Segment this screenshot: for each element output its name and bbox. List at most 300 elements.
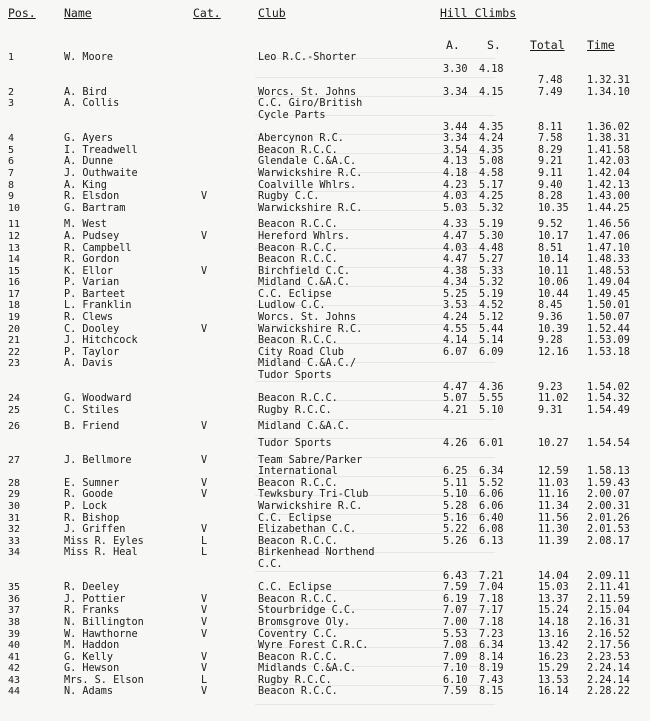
- cell-name: G. Woodward: [64, 393, 132, 405]
- cell-s: 4.35: [479, 121, 504, 133]
- cell-a: 6.19: [443, 593, 468, 605]
- table-row: [0, 617, 650, 629]
- cell-pos: 43: [8, 674, 21, 686]
- cell-club: Bromsgrove Oly.: [258, 616, 351, 628]
- cell-a: 3.44: [443, 121, 468, 133]
- cell-pos: 31: [8, 512, 21, 524]
- cell-s: 8.15: [479, 686, 504, 698]
- cell-cat: V: [201, 489, 208, 501]
- cell-total: 15.24: [538, 605, 569, 617]
- cell-a: 4.33: [443, 219, 468, 231]
- cell-club: Worcs. St. Johns: [258, 312, 357, 324]
- cell-pos: 36: [8, 593, 21, 605]
- cell-club: Beacon R.C.C.: [258, 686, 338, 698]
- cell-total: 9.28: [538, 335, 563, 347]
- cell-name: R. Bishop: [64, 512, 120, 524]
- cell-s: 4.36: [479, 381, 504, 393]
- cell-total: 9.21: [538, 156, 563, 168]
- cell-pos: 16: [8, 277, 21, 289]
- cell-a: 7.00: [443, 616, 468, 628]
- cell-time: 1.54.32: [587, 393, 630, 405]
- cell-total: 12.59: [538, 466, 569, 478]
- cell-total: 7.49: [538, 86, 563, 98]
- cell-club: C.C.: [258, 558, 283, 570]
- cell-s: 4.58: [479, 167, 504, 179]
- cell-time: 1.58.13: [587, 466, 630, 478]
- table-row: [0, 98, 650, 110]
- cell-name: E. Sumner: [64, 477, 120, 489]
- cell-club: Tudor Sports: [258, 438, 332, 449]
- cell-cat: V: [201, 628, 208, 640]
- table-row: [0, 191, 650, 203]
- cell-pos: 25: [8, 404, 21, 416]
- cell-time: 1.48.53: [587, 265, 630, 277]
- cell-total: 9.40: [538, 179, 563, 191]
- cell-time: 1.59.43: [587, 477, 630, 489]
- cell-club: Warwickshire R.C.: [258, 202, 363, 214]
- cell-s: 6.08: [479, 524, 504, 536]
- cell-total: 16.23: [538, 651, 569, 663]
- cell-s: 4.18: [479, 63, 504, 75]
- cell-time: 1.54.49: [587, 404, 630, 416]
- cell-cat: V: [201, 230, 208, 242]
- cell-pos: 44: [8, 686, 21, 698]
- cell-time: 1.54.02: [587, 381, 630, 393]
- table-row: [0, 133, 650, 145]
- cell-club: Beacon R.C.C.: [258, 535, 338, 547]
- cell-club: Beacon R.C.C.: [258, 335, 338, 347]
- cell-s: 7.17: [479, 605, 504, 617]
- cell-club: Worcs. St. Johns: [258, 86, 357, 98]
- cell-time: 2.17.56: [587, 640, 630, 652]
- cell-cat: V: [201, 421, 208, 433]
- cell-pos: 19: [8, 312, 21, 324]
- cell-time: 1.54.54: [587, 438, 630, 449]
- cell-s: 6.06: [479, 500, 504, 512]
- cell-pos: 6: [8, 156, 15, 168]
- cell-time: 2.23.53: [587, 651, 630, 663]
- cell-pos: 32: [8, 524, 21, 536]
- cell-club: Coalville Whlrs.: [258, 179, 357, 191]
- cell-name: A. Pudsey: [64, 230, 120, 242]
- cell-pos: 4: [8, 133, 15, 145]
- cell-a: 7.59: [443, 686, 468, 698]
- subheader-s: S.: [487, 38, 501, 52]
- cell-a: 3.54: [443, 144, 468, 156]
- cell-name: G. Ayers: [64, 133, 114, 145]
- cell-a: 7.09: [443, 651, 468, 663]
- cell-time: 1.38.31: [587, 133, 630, 145]
- cell-a: 7.07: [443, 605, 468, 617]
- cell-time: 1.36.02: [587, 121, 630, 133]
- cell-a: 4.18: [443, 167, 468, 179]
- cell-name: L. Franklin: [64, 300, 132, 312]
- cell-cat: L: [201, 535, 208, 547]
- cell-time: 1.50.01: [587, 300, 630, 312]
- table-row: [0, 231, 650, 243]
- cell-total: 7.48: [538, 75, 563, 87]
- cell-a: 6.25: [443, 466, 468, 478]
- cell-pos: 8: [8, 179, 15, 191]
- cell-time: 1.44.25: [587, 202, 630, 214]
- cell-s: 4.15: [479, 86, 504, 98]
- cell-name: R. Clews: [64, 312, 114, 324]
- cell-total: 9.11: [538, 167, 563, 179]
- cell-total: 10.11: [538, 265, 569, 277]
- table-row: [0, 513, 650, 525]
- table-row: [0, 243, 650, 255]
- cell-total: 11.39: [538, 535, 569, 547]
- cell-name: P. Taylor: [64, 346, 120, 358]
- cell-total: 13.42: [538, 640, 569, 652]
- cell-club: Rugby C.C.: [258, 191, 320, 203]
- cell-club: Midland C.&A.C.: [258, 277, 351, 289]
- cell-club: Elizabethan C.C.: [258, 524, 357, 536]
- cell-time: 1.34.10: [587, 86, 630, 98]
- table-row: [0, 536, 650, 548]
- table-row: [0, 675, 650, 687]
- cell-total: 16.14: [538, 686, 569, 698]
- cell-pos: 1: [8, 52, 15, 63]
- table-row: [0, 663, 650, 675]
- header-club: Club: [258, 6, 286, 20]
- table-row: [0, 87, 650, 99]
- cell-club: Tewksbury Tri-Club: [258, 489, 369, 501]
- cell-s: 5.12: [479, 312, 504, 324]
- cell-time: 1.52.44: [587, 323, 630, 335]
- cell-total: 11.34: [538, 500, 569, 512]
- cell-pos: 29: [8, 489, 21, 501]
- cell-time: 1.32.31: [587, 75, 630, 87]
- table-row: [0, 571, 650, 583]
- cell-s: 7.18: [479, 616, 504, 628]
- cell-cat: V: [201, 663, 208, 675]
- table-row: [0, 277, 650, 289]
- cell-name: P. Varian: [64, 277, 120, 289]
- cell-pos: 20: [8, 323, 21, 335]
- cell-time: 2.01.26: [587, 512, 630, 524]
- cell-s: 6.40: [479, 512, 504, 524]
- cell-name: R. Deeley: [64, 582, 120, 594]
- cell-club: Cycle Parts: [258, 109, 326, 121]
- table-row: [0, 168, 650, 180]
- header-hill-climbs: Hill Climbs: [440, 6, 517, 20]
- table-row: [0, 122, 650, 134]
- cell-total: 11.02: [538, 393, 569, 405]
- cell-a: 5.25: [443, 288, 468, 300]
- cell-total: 10.39: [538, 323, 569, 335]
- table-row: [0, 393, 650, 405]
- cell-s: 8.14: [479, 651, 504, 663]
- table-row: [0, 466, 650, 478]
- cell-a: 5.22: [443, 524, 468, 536]
- cell-s: 6.06: [479, 489, 504, 501]
- cell-total: 9.36: [538, 312, 563, 324]
- cell-time: 1.48.33: [587, 254, 630, 266]
- table-row: [0, 405, 650, 417]
- cell-name: J. Griffen: [64, 524, 126, 536]
- cell-total: 13.16: [538, 628, 569, 640]
- cell-s: 6.09: [479, 346, 504, 358]
- cell-s: 5.33: [479, 265, 504, 277]
- cell-club: Stourbridge C.C.: [258, 605, 357, 617]
- cell-s: 4.25: [479, 191, 504, 203]
- table-row: [0, 180, 650, 192]
- cell-name: C. Stiles: [64, 404, 120, 416]
- cell-s: 5.10: [479, 404, 504, 416]
- cell-pos: 17: [8, 288, 21, 300]
- cell-name: B. Friend: [64, 421, 120, 433]
- cell-cat: V: [201, 686, 208, 698]
- cell-time: 1.53.18: [587, 346, 630, 358]
- cell-a: 4.03: [443, 191, 468, 203]
- cell-s: 6.34: [479, 466, 504, 478]
- table-row: [0, 110, 650, 122]
- cell-name: P. Barteet: [64, 288, 126, 300]
- cell-pos: 27: [8, 454, 21, 466]
- cell-a: 4.24: [443, 312, 468, 324]
- cell-name: A. Davis: [64, 358, 114, 370]
- cell-club: Beacon R.C.C.: [258, 144, 338, 156]
- cell-cat: L: [201, 674, 208, 686]
- header-name: Name: [64, 6, 92, 20]
- cell-club: Beacon R.C.C.: [258, 593, 338, 605]
- cell-cat: V: [201, 605, 208, 617]
- cell-s: 4.48: [479, 242, 504, 254]
- cell-time: 1.42.03: [587, 156, 630, 168]
- cell-club: C.C. Eclipse: [258, 512, 332, 524]
- cell-s: 8.19: [479, 663, 504, 675]
- cell-a: 4.47: [443, 254, 468, 266]
- cell-a: 5.11: [443, 477, 468, 489]
- cell-time: 1.43.00: [587, 191, 630, 203]
- cell-club: Warwickshire R.C.: [258, 323, 363, 335]
- cell-s: 7.43: [479, 674, 504, 686]
- cell-a: 3.34: [443, 86, 468, 98]
- cell-s: 5.32: [479, 277, 504, 289]
- cell-pos: 30: [8, 500, 21, 512]
- table-row: [0, 421, 650, 433]
- cell-pos: 24: [8, 393, 21, 405]
- cell-club: Beacon R.C.C.: [258, 651, 338, 663]
- cell-cat: V: [201, 477, 208, 489]
- cell-pos: 2: [8, 86, 15, 98]
- cell-s: 7.21: [479, 570, 504, 582]
- table-row: [0, 145, 650, 157]
- cell-time: 2.11.59: [587, 593, 630, 605]
- cell-total: 8.11: [538, 121, 563, 133]
- cell-time: 2.08.17: [587, 535, 630, 547]
- cell-name: W. Moore: [64, 52, 114, 63]
- table-row: [0, 64, 650, 76]
- cell-club: C.C. Eclipse: [258, 288, 332, 300]
- cell-club: Beacon R.C.C.: [258, 219, 338, 231]
- cell-s: 5.08: [479, 156, 504, 168]
- cell-a: 5.28: [443, 500, 468, 512]
- cell-club: Beacon R.C.C.: [258, 393, 338, 405]
- subheader-a: A.: [446, 38, 460, 52]
- cell-pos: 3: [8, 98, 15, 110]
- cell-a: 7.59: [443, 582, 468, 594]
- cell-pos: 14: [8, 254, 21, 266]
- header-pos: Pos.: [8, 6, 36, 20]
- cell-a: 5.16: [443, 512, 468, 524]
- cell-time: 1.53.09: [587, 335, 630, 347]
- cell-pos: 28: [8, 477, 21, 489]
- cell-cat: V: [201, 524, 208, 536]
- cell-a: 4.55: [443, 323, 468, 335]
- cell-club: Rugby R.C.C.: [258, 674, 332, 686]
- cell-total: 8.29: [538, 144, 563, 156]
- cell-club: Birkenhead Northend: [258, 547, 375, 559]
- table-row: [0, 358, 650, 370]
- cell-club: Tudor Sports: [258, 370, 332, 382]
- cell-name: P. Lock: [64, 500, 107, 512]
- table-row: [0, 300, 650, 312]
- table-row: [0, 652, 650, 664]
- cell-pos: 41: [8, 651, 21, 663]
- cell-s: 5.27: [479, 254, 504, 266]
- cell-time: 2.15.04: [587, 605, 630, 617]
- cell-name: R. Goode: [64, 489, 114, 501]
- cell-total: 7.58: [538, 133, 563, 145]
- results-table: [0, 52, 650, 698]
- cell-name: G. Bartram: [64, 202, 126, 214]
- cell-total: 8.28: [538, 191, 563, 203]
- cell-s: 5.52: [479, 477, 504, 489]
- cell-total: 11.30: [538, 524, 569, 536]
- cell-s: 5.14: [479, 335, 504, 347]
- cell-pos: 10: [8, 202, 21, 214]
- cell-club: C.C. Eclipse: [258, 582, 332, 594]
- cell-pos: 21: [8, 335, 21, 347]
- cell-cat: V: [201, 593, 208, 605]
- cell-pos: 26: [8, 421, 21, 433]
- subheader-total: Total: [530, 38, 565, 52]
- table-row: [0, 594, 650, 606]
- cell-name: C. Dooley: [64, 323, 120, 335]
- cell-time: 1.42.13: [587, 179, 630, 191]
- cell-a: 4.03: [443, 242, 468, 254]
- cell-name: N. Billington: [64, 616, 144, 628]
- cell-time: 1.47.10: [587, 242, 630, 254]
- cell-club: Midland C.&A.C.: [258, 421, 351, 433]
- cell-a: 4.47: [443, 230, 468, 242]
- cell-a: 4.23: [443, 179, 468, 191]
- cell-total: 10.35: [538, 202, 569, 214]
- cell-pos: 15: [8, 265, 21, 277]
- cell-club: Abercynon R.C.: [258, 133, 344, 145]
- cell-time: 1.47.06: [587, 230, 630, 242]
- cell-pos: 33: [8, 535, 21, 547]
- cell-total: 13.53: [538, 674, 569, 686]
- cell-total: 10.44: [538, 288, 569, 300]
- table-row: [0, 254, 650, 266]
- cell-name: J. Pottier: [64, 593, 126, 605]
- cell-time: 2.01.53: [587, 524, 630, 536]
- cell-club: Wyre Forest C.R.C.: [258, 640, 369, 652]
- cell-name: A. Bird: [64, 86, 107, 98]
- cell-a: 4.26: [443, 438, 468, 449]
- table-row: [0, 370, 650, 382]
- cell-club: C.C. Giro/British: [258, 98, 363, 110]
- table-row: [0, 75, 650, 87]
- cell-s: 6.34: [479, 640, 504, 652]
- cell-time: 2.28.22: [587, 686, 630, 698]
- cell-a: 5.07: [443, 393, 468, 405]
- cell-total: 10.17: [538, 230, 569, 242]
- cell-total: 9.23: [538, 381, 563, 393]
- cell-club: Beacon R.C.C.: [258, 477, 338, 489]
- cell-name: K. Ellor: [64, 265, 114, 277]
- cell-name: R. Franks: [64, 605, 120, 617]
- cell-a: 5.03: [443, 202, 468, 214]
- cell-club: Midlands C.&A.C.: [258, 663, 357, 675]
- table-row: [0, 335, 650, 347]
- cell-s: 5.19: [479, 219, 504, 231]
- cell-club: Leo R.C.-Shorter: [258, 52, 357, 63]
- cell-pos: 11: [8, 219, 21, 231]
- cell-a: 7.08: [443, 640, 468, 652]
- cell-pos: 34: [8, 547, 21, 559]
- table-row: [0, 629, 650, 641]
- cell-pos: 38: [8, 616, 21, 628]
- cell-club: Glendale C.&A.C.: [258, 156, 357, 168]
- table-row: [0, 686, 650, 698]
- cell-club: International: [258, 466, 338, 478]
- cell-cat: V: [201, 265, 208, 277]
- table-row: [0, 605, 650, 617]
- cell-name: M. Haddon: [64, 640, 120, 652]
- cell-name: Mrs. S. Elson: [64, 674, 144, 686]
- cell-a: 4.21: [443, 404, 468, 416]
- cell-name: M. West: [64, 219, 107, 231]
- cell-club: Hereford Whlrs.: [258, 230, 351, 242]
- cell-club: Birchfield C.C.: [258, 265, 351, 277]
- cell-pos: 40: [8, 640, 21, 652]
- cell-name: J. Hitchcock: [64, 335, 138, 347]
- cell-cat: V: [201, 323, 208, 335]
- cell-time: 2.16.52: [587, 628, 630, 640]
- cell-club: Warwickshire R.C.: [258, 500, 363, 512]
- cell-total: 8.51: [538, 242, 563, 254]
- cell-club: Ludlow C.C.: [258, 300, 326, 312]
- cell-pos: 37: [8, 605, 21, 617]
- cell-club: City Road Club: [258, 346, 344, 358]
- table-row: [0, 489, 650, 501]
- cell-club: Coventry C.C.: [258, 628, 338, 640]
- cell-cat: V: [201, 191, 208, 203]
- cell-name: W. Hawthorne: [64, 628, 138, 640]
- cell-a: 4.47: [443, 381, 468, 393]
- cell-a: 7.10: [443, 663, 468, 675]
- cell-total: 14.18: [538, 616, 569, 628]
- cell-s: 5.30: [479, 230, 504, 242]
- cell-a: 4.14: [443, 335, 468, 347]
- table-row: [0, 478, 650, 490]
- cell-total: 15.03: [538, 582, 569, 594]
- table-row: [0, 347, 650, 359]
- cell-a: 4.13: [443, 156, 468, 168]
- table-row: [0, 501, 650, 513]
- cell-a: 4.38: [443, 265, 468, 277]
- cell-a: 4.34: [443, 277, 468, 289]
- table-row: [0, 547, 650, 559]
- table-row: [0, 289, 650, 301]
- table-row: [0, 382, 650, 394]
- header-cat: Cat.: [193, 6, 221, 20]
- cell-s: 5.17: [479, 179, 504, 191]
